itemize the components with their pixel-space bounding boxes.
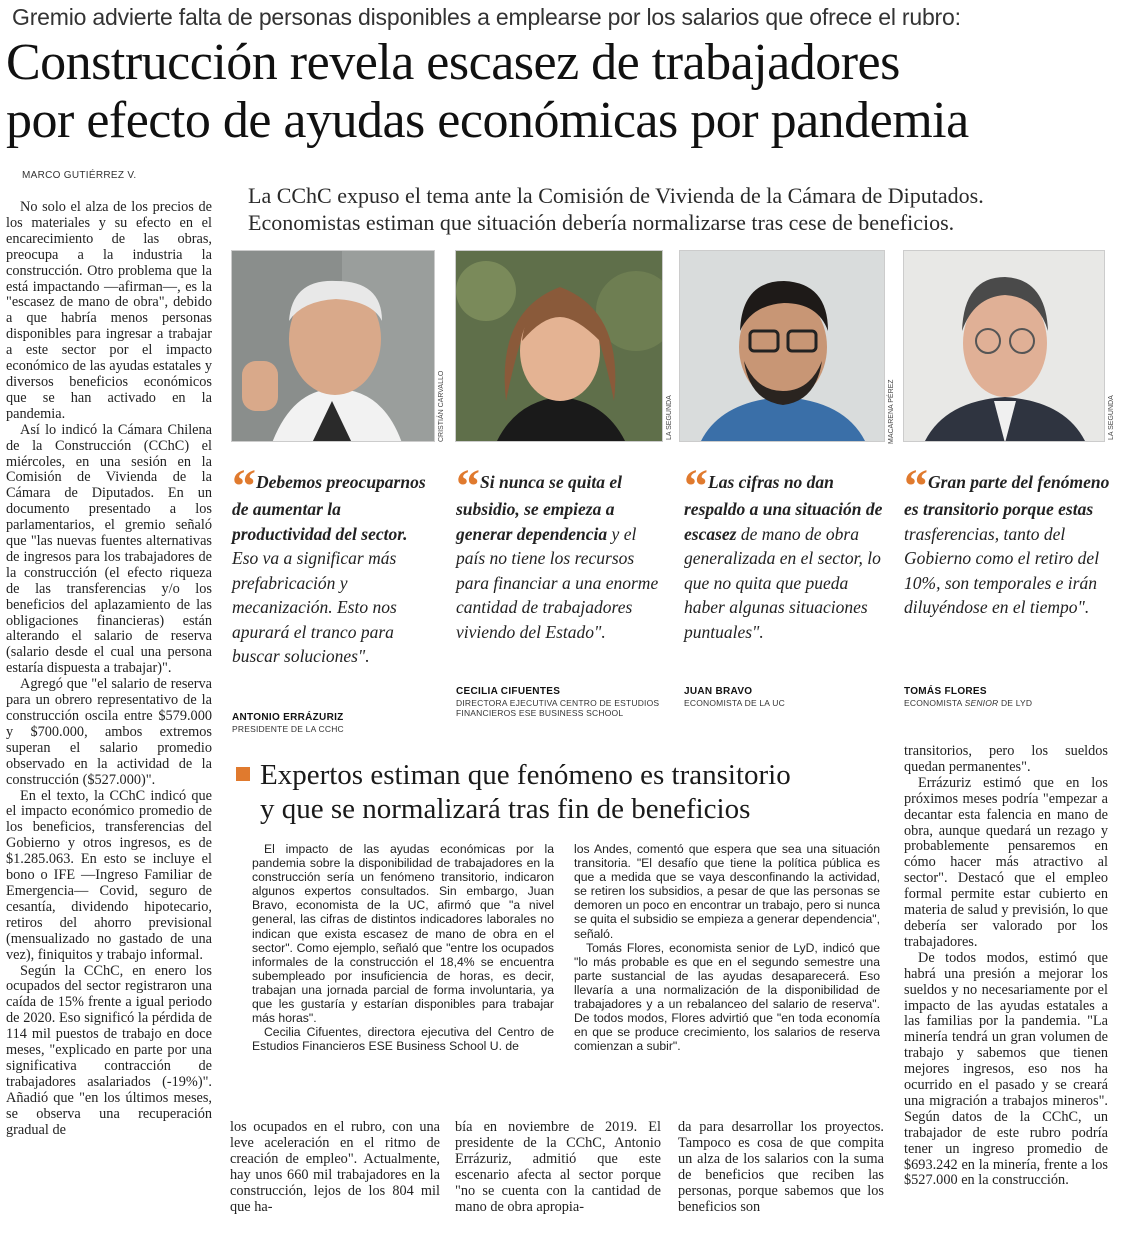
portrait-illustration xyxy=(680,251,885,442)
quote-rest: Eso va a significar más prefabricación y mecanización. Esto nos apurará el tranco para buscar soluciones". xyxy=(232,548,397,666)
quote-bold: Debemos preocuparnos de aumentar la productividad del sector. xyxy=(232,472,426,544)
headline-line-1: Construcción revela escasez de trabajadores xyxy=(6,34,900,91)
portrait-illustration xyxy=(456,251,663,442)
quote-cecilia-cifuentes xyxy=(456,460,662,644)
photo-antonio-errazuriz xyxy=(231,250,435,442)
bajada-line-2: Economistas estiman que situación debería normalizarse tras cese de beneficios. xyxy=(248,210,955,235)
bajada-line-1: La CChC expuso el tema ante la Comisión de Vivienda de la Cámara de Diputados. xyxy=(248,183,984,208)
paragraph: da para desarrollar los proyectos. Tampoco es cosa de que compita un alza de los salarios con la suma de beneficios que reciben las personas, porque sabemos que los beneficios son xyxy=(678,1120,884,1215)
paragraph: De todos modos, estimó que habrá una presión a mejorar los sueldos y no necesariamente por el impacto de las ayudas estatales a las familias por la pandemia. "La minería tendrá un gran volumen de trabajo y sabemos que tienen mejores ingresos, eso nos ha ocurrido en el pasado y se creará una migración a trabajos mineros". Según datos de la CChC, un trabajador de este rubro podría tener un ingreso promedio de $693.242 en la minería, frente a los $527.000 en la construcción. xyxy=(904,949,1108,1189)
paragraph: Agregó que "el salario de reserva para un obrero representativo de la construcción oscila entre $579.000 y $700.000, ambos extremos superan el salario promedio observado en la actividad de la construcción ($527.000)". xyxy=(6,676,212,788)
paragraph: No solo el alza de los precios de los materiales y su efecto en el encarecimiento de las obras, preocupa a la industria la construcción. Otro problema que la está impactando —afirman—, es la "escasez de mano de obra", debido a que habría menos personas disponibles para ingresar a trabajar a este sector por el impacto económico de las ayudas estatales y diversos beneficios económicos que se han activado en la pandemia. xyxy=(6,200,212,422)
sidebar-column-2 xyxy=(574,842,880,1088)
photo-cecilia-cifuentes xyxy=(455,250,663,442)
paragraph: los Andes, comentó que espera que sea una situación transitoria. "El desafío que tiene la política pública es que a medida que se vaya desconfinando la actividad, se retiren los subsidios, a pesar de que las personas se demoren un poco en encontrar un trabajo, pero si nunca se quita el subsidio se empieza a generar dependencia", señaló. xyxy=(574,842,880,941)
quote-mark-icon: “ xyxy=(232,460,252,513)
quote-mark-icon: “ xyxy=(684,460,704,513)
quote-author-role: PRESIDENTE DE LA CCHC xyxy=(232,724,344,734)
quote-author-name: TOMÁS FLORES xyxy=(904,686,987,697)
quote-bold: Si nunca se quita el subsidio, se empieza a generar dependencia xyxy=(456,472,622,544)
bottom-column-2 xyxy=(455,1120,661,1220)
paragraph: transitorios, pero los sueldos quedan permanentes". xyxy=(904,744,1108,775)
paragraph: Tomás Flores, economista senior de LyD, indicó que "lo más probable es que en el segundo semestre una parte sustancial de las ayudas desaparecerá. Eso llevaría a una normalización de la disponibilidad de trabajadores y a un rebalanceo del salario de reserva". De todos modos, Flores advirtió que "en toda economía en que se produce crecimiento, los salarios de reserva comienzan a subir". xyxy=(574,940,880,1054)
paragraph: Cecilia Cifuentes, directora ejecutiva del Centro de Estudios Financieros ESE Business School U. de xyxy=(252,1025,554,1054)
subhead-line-1: Expertos estiman que fenómeno es transitorio xyxy=(260,759,791,791)
role-prefix: ECONOMISTA xyxy=(904,698,965,708)
byline: MARCO GUTIÉRREZ V. xyxy=(22,170,137,181)
article-kicker: Gremio advierte falta de personas disponibles a emplearse por los salarios que ofrece el rubro: xyxy=(12,4,961,30)
bottom-column-1 xyxy=(230,1120,440,1220)
quote-author-role xyxy=(904,698,1104,708)
photo-credit: MACARENA PÉREZ xyxy=(888,379,895,444)
paragraph: En el texto, la CChC indicó que el impacto económico promedio de los beneficios, transferencias del Gobierno y otros ingresos, es de $1.285.063. En esto se incluye el bono o IFE —Ingreso Familiar de Emergencia— Covid, seguro de cesantía, dividendo hipotecario, retiros del ahorro previsional (mensualizado no gastado de una vez), finiquitos y trabajo informal. xyxy=(6,787,212,963)
quote-mark-icon: “ xyxy=(456,460,476,513)
subhead-line-2: y que se normalizará tras fin de beneficios xyxy=(260,793,751,825)
quote-author-name: JUAN BRAVO xyxy=(684,686,753,697)
photo-credit: LA SEGUNDA xyxy=(666,395,673,440)
portrait-illustration xyxy=(904,251,1105,442)
quote-rest: trasferencias, tanto del Gobierno como el retiro del 10%, son temporales e irán diluyéndose en el tiempo". xyxy=(904,523,1100,617)
quote-author-name: ANTONIO ERRÁZURIZ xyxy=(232,712,344,723)
quote-author-name: CECILIA CIFUENTES xyxy=(456,686,561,697)
photo-credit: LA SEGUNDA xyxy=(1108,395,1115,440)
quote-mark-icon: “ xyxy=(904,460,924,513)
portrait-illustration xyxy=(232,251,435,442)
sidebar-column-1 xyxy=(252,842,554,1088)
quote-author-role: DIRECTORA EJECUTIVA CENTRO DE ESTUDIOS FINANCIEROS ESE BUSINESS SCHOOL xyxy=(456,698,660,718)
quote-author-role: ECONOMISTA DE LA UC xyxy=(684,698,785,708)
headline-line-2: por efecto de ayudas económicas por pandemia xyxy=(6,92,969,149)
paragraph: Así lo indicó la Cámara Chilena de la Construcción (CChC) el miércoles, en una sesión en la Comisión de Vivienda de la Cámara de Diputados. En un documento presentado a los parlamentarios, el gremio señaló que "las nuevas fuentes alternativas de ingresos para los trabajadores de la construcción (el efecto riqueza de las transferencias y/o los beneficios del aplazamiento de las obligaciones financieras) están alterando el salario de reserva (salario desde el cual una persona estaría dispuesta a trabajar)". xyxy=(6,421,212,677)
bottom-column-3 xyxy=(678,1120,884,1220)
photo-juan-bravo xyxy=(679,250,885,442)
left-body-column xyxy=(6,200,212,1218)
quote-juan-bravo xyxy=(684,460,888,644)
quote-rest: de mano de obra generalizada en el sector, lo que no quita que pueda haber algunas situaciones puntuales". xyxy=(684,523,881,642)
quote-tomas-flores xyxy=(904,460,1112,620)
paragraph: El impacto de las ayudas económicas por la pandemia sobre la disponibilidad de trabajadores en la construcción sería un fenómeno transitorio, indicaron algunos expertos consultados. Sin embargo, Juan Bravo, economista de la UC, afirmó que "a nivel general, las cifras de distintos indicadores laborales no indican que exista escasez de mano de obra en el sector". Como ejemplo, señaló que "entre los ocupados informales de la construcción el 18,4% se encuentra subempleado por insuficiencia de horas, es decir, trabajan una jornada parcial de forma involuntaria, ya que les gustaría y estarían disponibles para trabajar más horas". xyxy=(252,842,554,1026)
quote-antonio-errazuriz xyxy=(232,460,438,669)
right-body-column xyxy=(904,744,1108,1220)
sidebar-subhead xyxy=(234,758,894,826)
quote-bold: Las cifras no dan respaldo a una situación de escasez xyxy=(684,472,883,544)
paragraph: Según la CChC, en enero los ocupados del sector registraron una caída de 15% frente a igual periodo de 2020. Eso significó la pérdida de 114 mil puestos de trabajo en doce meses, "explicado en parte por una significativa contracción de trabajadores asalariados (-19%)". Añadió que "en los últimos meses, se observa una recuperación gradual de xyxy=(6,962,212,1138)
quote-bold: Gran parte del fenómeno es transitorio porque estas xyxy=(904,472,1110,519)
photo-credit: CRISTIÁN CARVALLO xyxy=(438,370,445,442)
role-suffix: DE LYD xyxy=(998,698,1033,708)
article-headline xyxy=(6,34,1124,150)
role-italic: SENIOR xyxy=(964,698,999,708)
photo-tomas-flores xyxy=(903,250,1105,442)
paragraph: bía en noviembre de 2019. El presidente de la CChC, Antonio Errázuriz, admitió que este escenario afecta al sector porque "no se cuenta con la cantidad de mano de obra apropia- xyxy=(455,1120,661,1215)
paragraph: los ocupados en el rubro, con una leve aceleración en el ritmo de creación de empleo". Actualmente, hay unos 660 mil trabajadores en la construcción, lejos de los 804 mil que ha- xyxy=(230,1120,440,1215)
paragraph: Errázuriz estimó que en los próximos meses podría "empezar a decantar esta falencia en mano de obra, aunque quedará un rezago y probablemente pensaremos en cómo hacer más atractivo al sector". Destacó que el empleo formal permite estar cubierto en materia de salud y previsión, lo que debería ser valorado por los trabajadores. xyxy=(904,774,1108,950)
quote-rest: y el país no tiene los recursos para financiar a una enorme cantidad de trabajadores viviendo del Estado". xyxy=(456,523,659,642)
article-bajada xyxy=(248,182,1118,236)
